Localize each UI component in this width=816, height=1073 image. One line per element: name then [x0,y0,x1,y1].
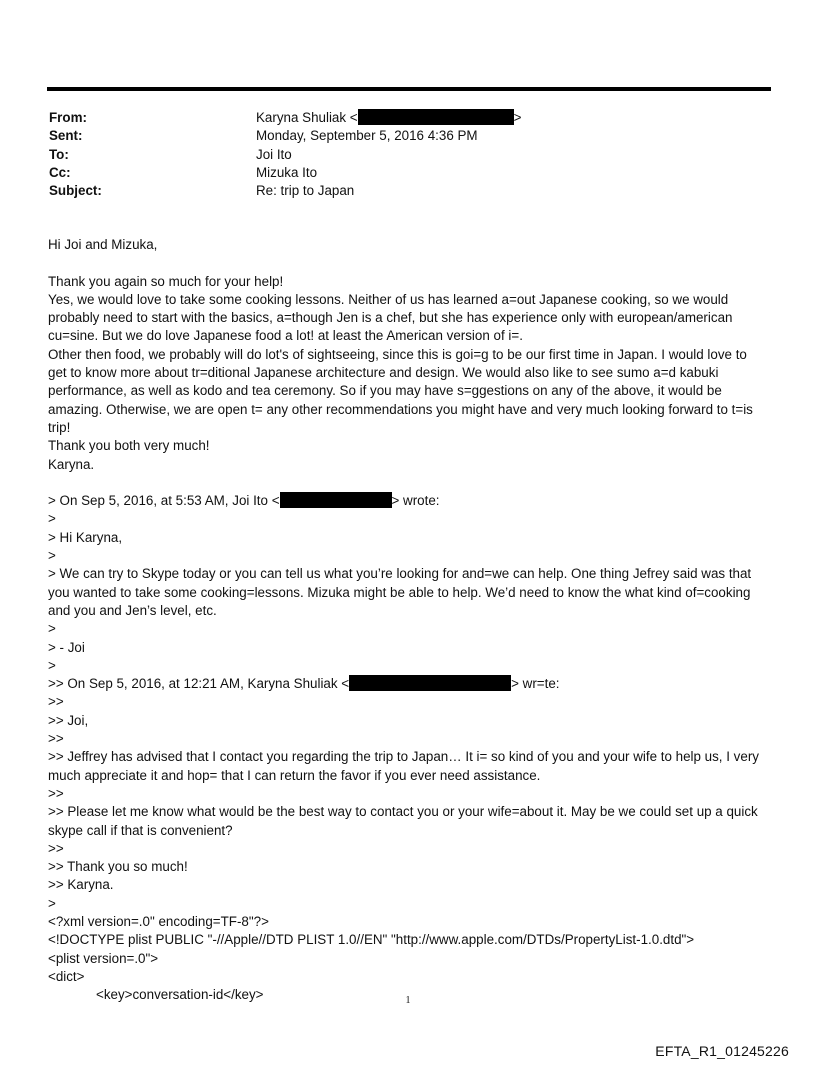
greeting: Hi Joi and Mizuka, [48,237,158,252]
quote-line: >> Joi, [48,712,89,728]
quote-line: >> Jeffrey has advised that I contact you regarding the trip to Japan… It i= so kind of you and your wife to help us, I very [48,749,759,765]
sent-label: Sent: [49,128,83,144]
xml-key-line: <key>conversation-id</key> [96,987,264,1003]
body-line: Other then food, we probably will do lot's of sightseeing, since this is goi=g to be our first time in Japan. I would love to [48,346,747,362]
blank-line [48,474,778,492]
to-value: Joi Ito [256,146,292,162]
to-row [49,146,769,164]
quote-line: > - Joi [48,639,85,655]
body-line: cu=sine. But we do love Japanese food a lot! at least the American version of i=. [48,328,523,344]
email-body [48,236,778,1004]
quote-line: > [48,511,56,527]
from-label: From: [49,110,87,125]
from-name: Karyna Shuliak < [256,110,358,125]
quote-line: >> [48,840,64,856]
quote-line: much appreciate it and hop= that I can return the favor if you ever need assistance. [48,767,541,783]
cc-label: Cc: [49,164,71,180]
quote-line: > Hi Karyna, [48,529,123,545]
cc-value: Mizuka Ito [256,164,318,180]
body-line: trip! [48,419,71,435]
quote-line: >> Thank you so much! [48,859,188,875]
xml-line: <dict> [48,968,85,984]
redaction-box [349,675,511,691]
body-line: Thank you again so much for your help! [48,273,284,289]
document-id: EFTA_R1_01245226 [655,1043,789,1059]
xml-line: <!DOCTYPE plist PUBLIC "-//Apple//DTD PLIST 1.0//EN" "http://www.apple.com/DTDs/PropertyList-1.0.dtd"> [48,932,695,948]
subject-row [49,182,769,200]
body-line: Yes, we would love to take some cooking lessons. Neither of us has learned a=out Japanese cooking, so we would [48,291,729,307]
sent-row [49,127,769,145]
quote-line: >> [48,785,64,801]
xml-line: <?xml version=.0" encoding=TF-8"?> [48,913,269,929]
body-line: probably need to start with the basics, a=though Jen is a chef, but she has experience only with european/american [48,310,733,326]
quote-line: skype call if that is convenient? [48,822,233,838]
cc-row [49,164,769,182]
signature: Karyna. [48,456,95,472]
quote-header: >> On Sep 5, 2016, at 12:21 AM, Karyna Shuliak < > wr=te: [48,676,560,692]
body-line: get to know more about tr=ditional Japanese architecture and design. We would also like to see sumo a=d kabuki [48,365,719,381]
quote-line: and you and Jen’s level, etc. [48,602,217,618]
quote-line: >> Karyna. [48,877,114,893]
xml-line: <plist version=.0"> [48,950,159,966]
quote-header: > On Sep 5, 2016, at 5:53 AM, Joi Ito < > wrote: [48,493,440,509]
quote-line: > [48,895,56,911]
to-label: To: [49,146,69,162]
redaction-box [358,109,514,125]
email-header [49,109,769,200]
quote-line: > [48,548,56,564]
quote-line: > [48,621,56,637]
header-rule [47,87,771,91]
subject-label: Subject: [49,183,102,199]
quote-line: you wanted to take some cooking=lessons. Mizuka might be able to help. We’d need to know the what kind of=cooking [48,584,751,600]
sent-value: Monday, September 5, 2016 4:36 PM [256,128,478,144]
from-end: > [513,110,522,125]
from-row [49,109,769,127]
blank-line [48,254,778,272]
redaction-box [280,492,392,508]
body-line: performance, as well as kodo and tea ceremony. So if you may have s=ggestions on any of the above, it would be [48,383,722,399]
quote-line: > We can try to Skype today or you can tell us what you’re looking for and=we can help. One thing Jefrey said was that [48,566,752,582]
page-number: 1 [405,995,411,1006]
quote-line: >> [48,731,64,747]
quote-line: >> Please let me know what would be the best way to contact you or your wife=about it. May be we could set up a quick [48,804,758,820]
body-line: Thank you both very much! [48,438,210,454]
quote-line: > [48,657,56,673]
body-line: amazing. Otherwise, we are open t= any other recommendations you might have and very much looking forward to t=is [48,401,753,417]
quote-line: >> [48,694,64,710]
subject-value: Re: trip to Japan [256,183,355,199]
